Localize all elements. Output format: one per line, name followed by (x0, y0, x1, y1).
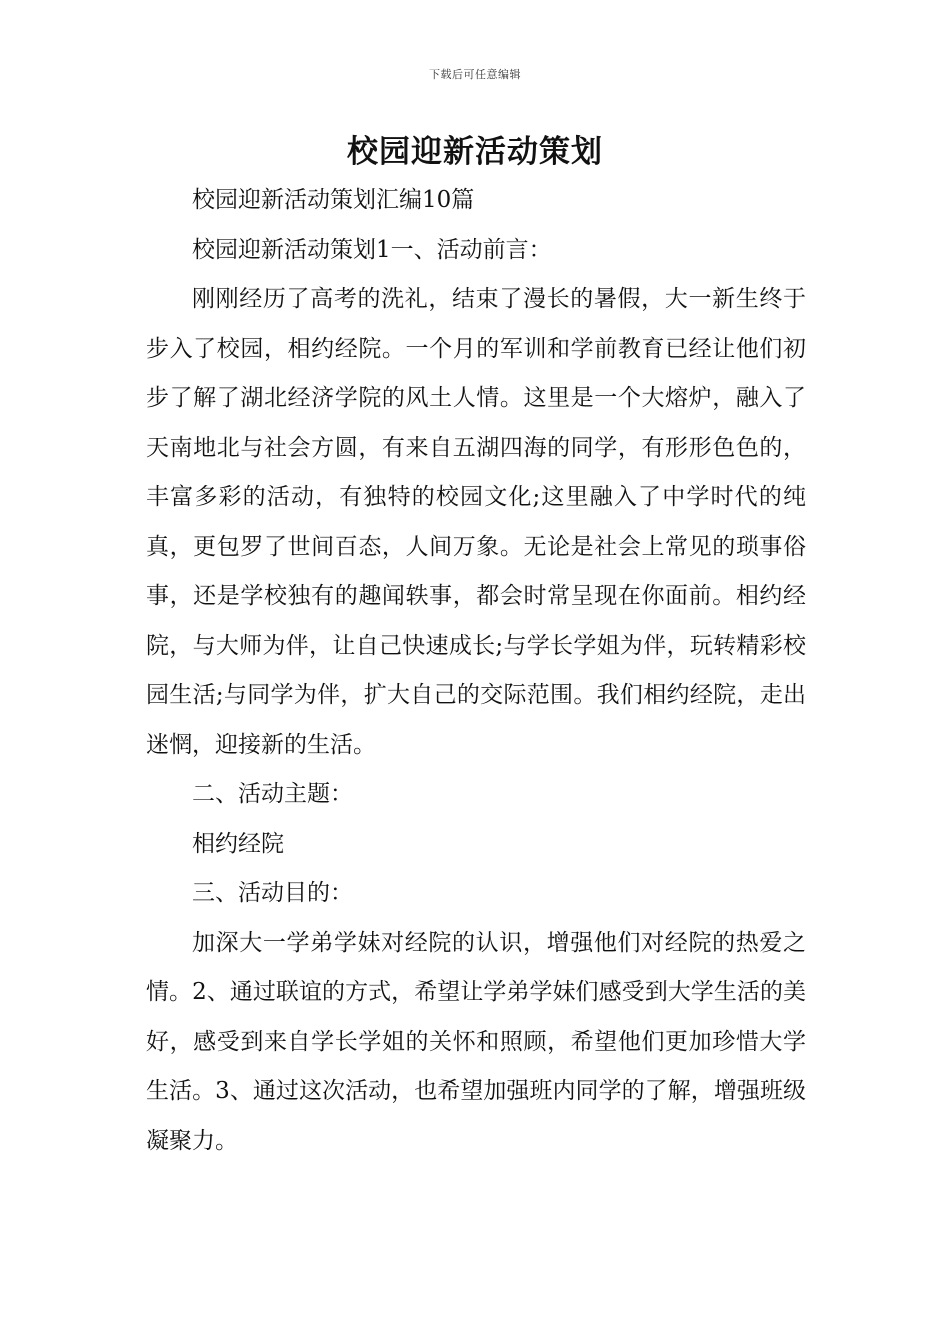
paragraph-purpose-text: 加深大一学弟学妹对经院的认识，增强他们对经院的热爱之情。2、通过联谊的方式，希望让学弟学妹们感受到大学生活的美好，感受到来自学长学姐的关怀和照顾，希望他们更加珍惜大学生活。3、通过这次活动，也希望加强班内同学的了解，增强班级凝聚力。 (146, 929, 806, 1154)
paragraph-theme-text: 相约经院 (192, 830, 284, 857)
paragraph-section-purpose: 三、活动目的： (192, 880, 353, 906)
paragraph-collection-title: 校园迎新活动策划汇编10篇 (192, 187, 475, 213)
document-title: 校园迎新活动策划 (347, 134, 603, 170)
paragraph-preface-text: 刚刚经历了高考的洗礼，结束了漫长的暑假，大一新生终于步入了校园，相约经院。一个月的军训和学前教育已经让他们初步了解了湖北经济学院的风土人情。这里是一个大熔炉，融入了天南地北与社会方圆，有来自五湖四海的同学，有形形色色的，丰富多彩的活动，有独特的校园文化;这里融入了中学时代的纯真，更包罗了世间百态，人间万象。无论是社会上常见的琐事俗事，还是学校独有的趣闻轶事，都会时常呈现在你面前。相约经院，与大师为伴，让自己快速成长;与学长学姐为伴，玩转精彩校园生活;与同学为伴，扩大自己的交际范围。我们相约经院，走出迷惘，迎接新的生活。 (146, 286, 806, 758)
paragraph-section-preface: 校园迎新活动策划1一、活动前言： (192, 236, 552, 263)
header-note: 下载后可任意编辑 (429, 68, 521, 81)
document-body (146, 176, 806, 1166)
paragraph-section-theme: 二、活动主题： (192, 781, 353, 807)
